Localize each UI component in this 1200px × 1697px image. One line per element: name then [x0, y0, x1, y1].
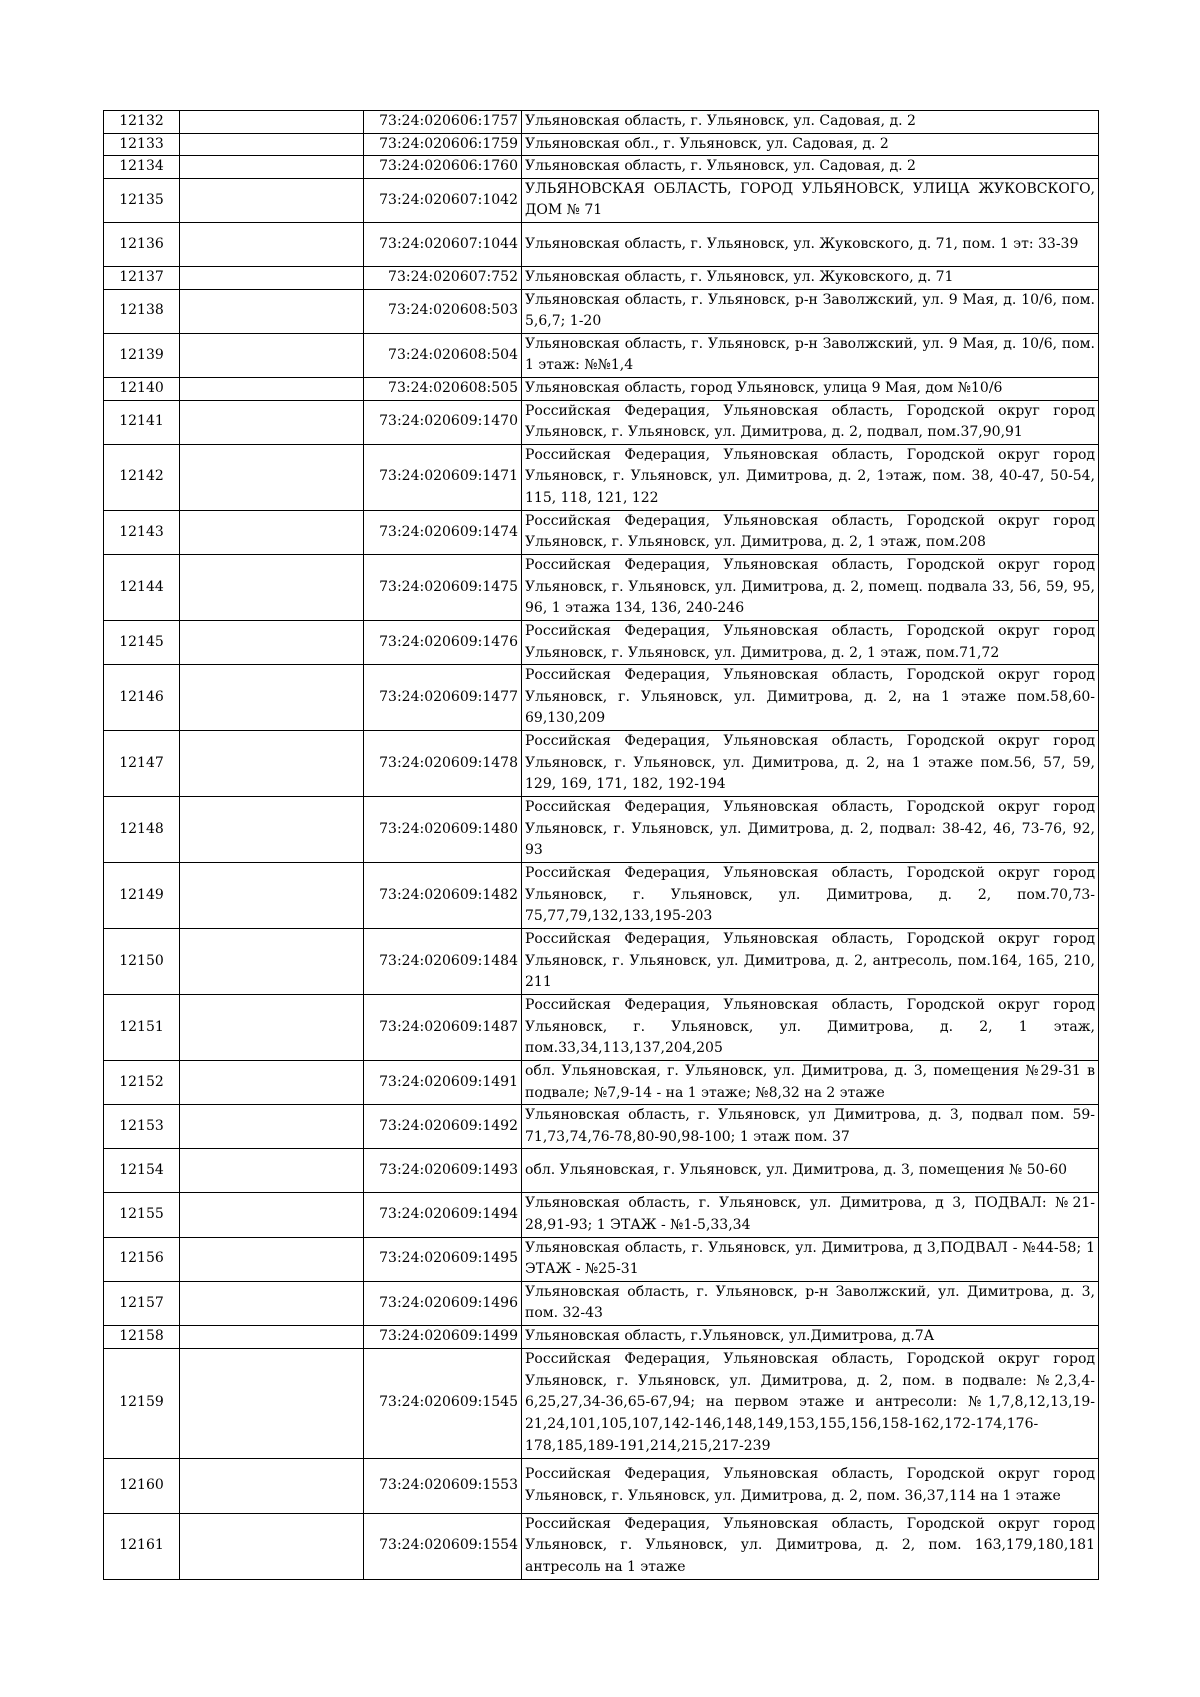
cadastral-number-cell: 73:24:020609:1496 — [364, 1281, 522, 1325]
empty-cell — [180, 1513, 364, 1579]
address-cell: Ульяновская область, г. Ульяновск, ул. Димитрова, д 3, ПОДВАЛ: №21-28,91-93; 1 ЭТАЖ - №1-5,33,34 — [522, 1193, 1099, 1237]
empty-cell — [180, 1348, 364, 1458]
cadastral-number-cell: 73:24:020609:1553 — [364, 1458, 522, 1513]
empty-cell — [180, 1193, 364, 1237]
row-number-cell: 12158 — [104, 1326, 180, 1349]
empty-cell — [180, 1149, 364, 1193]
empty-cell — [180, 289, 364, 333]
cadastral-number-cell: 73:24:020606:1760 — [364, 156, 522, 179]
cadastral-table — [103, 110, 1099, 1580]
row-number-cell: 12160 — [104, 1458, 180, 1513]
cadastral-number-cell: 73:24:020606:1759 — [364, 133, 522, 156]
row-number-cell: 12145 — [104, 620, 180, 664]
row-number-cell: 12135 — [104, 178, 180, 222]
table-row — [104, 1061, 1099, 1105]
empty-cell — [180, 620, 364, 664]
row-number-cell: 12140 — [104, 377, 180, 400]
cadastral-number-cell: 73:24:020609:1484 — [364, 929, 522, 995]
table-row — [104, 156, 1099, 179]
table-row — [104, 510, 1099, 554]
row-number-cell: 12151 — [104, 995, 180, 1061]
table-row — [104, 1326, 1099, 1349]
row-number-cell: 12146 — [104, 665, 180, 731]
cadastral-number-cell: 73:24:020609:1492 — [364, 1105, 522, 1149]
row-number-cell: 12136 — [104, 222, 180, 266]
row-number-cell: 12137 — [104, 266, 180, 289]
address-cell: Российская Федерация, Ульяновская область, Городской округ город Ульяновск, г. Ульяновск, ул. Димитрова, д. 2, на 1 этаже пом.56, 57, 59, 129, 169, 171, 182, 192-194 — [522, 731, 1099, 797]
empty-cell — [180, 929, 364, 995]
table-row — [104, 333, 1099, 377]
row-number-cell: 12161 — [104, 1513, 180, 1579]
cadastral-number-cell: 73:24:020609:1471 — [364, 444, 522, 510]
address-cell: Ульяновская область, г. Ульяновск, ул. Садовая, д. 2 — [522, 156, 1099, 179]
row-number-cell: 12159 — [104, 1348, 180, 1458]
cadastral-number-cell: 73:24:020609:1491 — [364, 1061, 522, 1105]
table-row — [104, 797, 1099, 863]
cadastral-number-cell: 73:24:020609:1495 — [364, 1237, 522, 1281]
row-number-cell: 12150 — [104, 929, 180, 995]
row-number-cell: 12133 — [104, 133, 180, 156]
table-row — [104, 133, 1099, 156]
cadastral-number-cell: 73:24:020609:1480 — [364, 797, 522, 863]
address-cell: обл. Ульяновская, г. Ульяновск, ул. Димитрова, д. 3, помещения №29-31 в подвале; №7,9-14 - на 1 этаже; №8,32 на 2 этаже — [522, 1061, 1099, 1105]
address-cell: Российская Федерация, Ульяновская область, Городской округ город Ульяновск, г. Ульяновск, ул. Димитрова, д. 2, подвал, пом.37,90,91 — [522, 400, 1099, 444]
table-row — [104, 377, 1099, 400]
cadastral-number-cell: 73:24:020609:1482 — [364, 863, 522, 929]
cadastral-number-cell: 73:24:020609:1494 — [364, 1193, 522, 1237]
table-row — [104, 289, 1099, 333]
table-row — [104, 1237, 1099, 1281]
address-cell: Ульяновская область, г. Ульяновск, ул Димитрова, д. 3, подвал пом. 59-71,73,74,76-78,80-90,98-100; 1 этаж пом. 37 — [522, 1105, 1099, 1149]
address-cell: Российская Федерация, Ульяновская область, Городской округ город Ульяновск, г. Ульяновск, ул. Димитрова, д. 2, пом. 163,179,180,181 антресоль на 1 этаже — [522, 1513, 1099, 1579]
empty-cell — [180, 797, 364, 863]
table-row — [104, 1149, 1099, 1193]
table-row — [104, 1105, 1099, 1149]
address-cell: Российская Федерация, Ульяновская область, Городской округ город Ульяновск, г. Ульяновск, ул. Димитрова, д. 2, 1 этаж, пом.208 — [522, 510, 1099, 554]
address-cell: Российская Федерация, Ульяновская область, Городской округ город Ульяновск, г. Ульяновск, ул. Димитрова, д. 2, пом. 36,37,114 на 1 этаже — [522, 1458, 1099, 1513]
cadastral-number-cell: 73:24:020609:1476 — [364, 620, 522, 664]
empty-cell — [180, 400, 364, 444]
address-cell: Российская Федерация, Ульяновская область, Городской округ город Ульяновск, г. Ульяновск, ул. Димитрова, д. 2, на 1 этаже пом.58,60-69,130,209 — [522, 665, 1099, 731]
row-number-cell: 12152 — [104, 1061, 180, 1105]
address-cell: Российская Федерация, Ульяновская область, Городской округ город Ульяновск, г. Ульяновск, ул. Димитрова, д. 2, 1этаж, пом. 38, 40-47, 50-54, 115, 118, 121, 122 — [522, 444, 1099, 510]
cadastral-number-cell: 73:24:020609:1470 — [364, 400, 522, 444]
cadastral-table-body — [104, 111, 1099, 1580]
row-number-cell: 12141 — [104, 400, 180, 444]
row-number-cell: 12139 — [104, 333, 180, 377]
address-cell: Ульяновская область, г. Ульяновск, ул. Жуковского, д. 71 — [522, 266, 1099, 289]
empty-cell — [180, 1105, 364, 1149]
row-number-cell: 12156 — [104, 1237, 180, 1281]
empty-cell — [180, 1061, 364, 1105]
empty-cell — [180, 1237, 364, 1281]
row-number-cell: 12153 — [104, 1105, 180, 1149]
empty-cell — [180, 133, 364, 156]
empty-cell — [180, 1458, 364, 1513]
table-row — [104, 620, 1099, 664]
empty-cell — [180, 222, 364, 266]
address-cell: Ульяновская область, г. Ульяновск, ул. Садовая, д. 2 — [522, 111, 1099, 134]
address-cell: Ульяновская область, г. Ульяновск, р-н Заволжский, ул. Димитрова, д. 3, пом. 32-43 — [522, 1281, 1099, 1325]
empty-cell — [180, 266, 364, 289]
row-number-cell: 12147 — [104, 731, 180, 797]
cadastral-number-cell: 73:24:020606:1757 — [364, 111, 522, 134]
row-number-cell: 12154 — [104, 1149, 180, 1193]
address-cell: Ульяновская область, г. Ульяновск, ул. Жуковского, д. 71, пом. 1 эт: 33-39 — [522, 222, 1099, 266]
cadastral-number-cell: 73:24:020608:504 — [364, 333, 522, 377]
empty-cell — [180, 156, 364, 179]
table-row — [104, 266, 1099, 289]
row-number-cell: 12149 — [104, 863, 180, 929]
address-cell: Российская Федерация, Ульяновская область, Городской округ город Ульяновск, г. Ульяновск, ул. Димитрова, д. 2, помещ. подвала 33, 56, 59, 95, 96, 1 этажа 134, 136, 240-246 — [522, 554, 1099, 620]
empty-cell — [180, 333, 364, 377]
cadastral-number-cell: 73:24:020609:1493 — [364, 1149, 522, 1193]
table-row — [104, 863, 1099, 929]
cadastral-number-cell: 73:24:020608:505 — [364, 377, 522, 400]
address-cell: Ульяновская область, г. Ульяновск, ул. Димитрова, д 3,ПОДВАЛ - №44-58; 1 ЭТАЖ - №25-31 — [522, 1237, 1099, 1281]
row-number-cell: 12148 — [104, 797, 180, 863]
row-number-cell: 12138 — [104, 289, 180, 333]
table-row — [104, 222, 1099, 266]
address-cell: Ульяновская область, г.Ульяновск, ул.Димитрова, д.7А — [522, 1326, 1099, 1349]
table-row — [104, 995, 1099, 1061]
address-cell: Российская Федерация, Ульяновская область, Городской округ город Ульяновск, г. Ульяновск, ул. Димитрова, д. 2, пом. в подвале: №2,3,4-6,25,27,34-36,65-67,94; на первом этаже и антресоли: №1,7,8,12,13,19-21,24,101,105,107,142-146,148,149,153,155,156,158-162,172-174,176-178,185,189-191,214,215,217-239 — [522, 1348, 1099, 1458]
table-row — [104, 1281, 1099, 1325]
address-cell: Ульяновская область, г. Ульяновск, р-н Заволжский, ул. 9 Мая, д. 10/6, пом. 1 этаж: №№1,4 — [522, 333, 1099, 377]
address-cell: Российская Федерация, Ульяновская область, Городской округ город Ульяновск, г. Ульяновск, ул. Димитрова, д. 2, пом.70,73-75,77,79,132,133,195-203 — [522, 863, 1099, 929]
cadastral-number-cell: 73:24:020609:1545 — [364, 1348, 522, 1458]
table-row — [104, 444, 1099, 510]
cadastral-number-cell: 73:24:020609:1474 — [364, 510, 522, 554]
table-row — [104, 178, 1099, 222]
cadastral-number-cell: 73:24:020609:1487 — [364, 995, 522, 1061]
empty-cell — [180, 1281, 364, 1325]
cadastral-number-cell: 73:24:020607:752 — [364, 266, 522, 289]
cadastral-number-cell: 73:24:020609:1477 — [364, 665, 522, 731]
empty-cell — [180, 377, 364, 400]
empty-cell — [180, 1326, 364, 1349]
empty-cell — [180, 665, 364, 731]
empty-cell — [180, 995, 364, 1061]
table-row — [104, 400, 1099, 444]
address-cell: УЛЬЯНОВСКАЯ ОБЛАСТЬ, ГОРОД УЛЬЯНОВСК, УЛИЦА ЖУКОВСКОГО, ДОМ № 71 — [522, 178, 1099, 222]
address-cell: Ульяновская область, город Ульяновск, улица 9 Мая, дом №10/6 — [522, 377, 1099, 400]
table-row — [104, 929, 1099, 995]
empty-cell — [180, 731, 364, 797]
address-cell: Российская Федерация, Ульяновская область, Городской округ город Ульяновск, г. Ульяновск, ул. Димитрова, д. 2, антресоль, пом.164, 165, 210, 211 — [522, 929, 1099, 995]
address-cell: Российская Федерация, Ульяновская область, Городской округ город Ульяновск, г. Ульяновск, ул. Димитрова, д. 2, 1 этаж, пом.33,34,113,137,204,205 — [522, 995, 1099, 1061]
cadastral-number-cell: 73:24:020609:1554 — [364, 1513, 522, 1579]
empty-cell — [180, 863, 364, 929]
address-cell: Ульяновская область, г. Ульяновск, р-н Заволжский, ул. 9 Мая, д. 10/6, пом. 5,6,7; 1-20 — [522, 289, 1099, 333]
row-number-cell: 12155 — [104, 1193, 180, 1237]
row-number-cell: 12142 — [104, 444, 180, 510]
empty-cell — [180, 554, 364, 620]
table-row — [104, 111, 1099, 134]
row-number-cell: 12143 — [104, 510, 180, 554]
table-row — [104, 554, 1099, 620]
table-row — [104, 665, 1099, 731]
table-row — [104, 1458, 1099, 1513]
table-row — [104, 1193, 1099, 1237]
table-row — [104, 731, 1099, 797]
empty-cell — [180, 111, 364, 134]
row-number-cell: 12132 — [104, 111, 180, 134]
cadastral-number-cell: 73:24:020609:1478 — [364, 731, 522, 797]
row-number-cell: 12144 — [104, 554, 180, 620]
address-cell: Российская Федерация, Ульяновская область, Городской округ город Ульяновск, г. Ульяновск, ул. Димитрова, д. 2, подвал: 38-42, 46, 73-76, 92, 93 — [522, 797, 1099, 863]
address-cell: Российская Федерация, Ульяновская область, Городской округ город Ульяновск, г. Ульяновск, ул. Димитрова, д. 2, 1 этаж, пом.71,72 — [522, 620, 1099, 664]
address-cell: обл. Ульяновская, г. Ульяновск, ул. Димитрова, д. 3, помещения № 50-60 — [522, 1149, 1099, 1193]
empty-cell — [180, 444, 364, 510]
cadastral-number-cell: 73:24:020608:503 — [364, 289, 522, 333]
empty-cell — [180, 178, 364, 222]
table-row — [104, 1513, 1099, 1579]
cadastral-number-cell: 73:24:020609:1499 — [364, 1326, 522, 1349]
empty-cell — [180, 510, 364, 554]
cadastral-number-cell: 73:24:020607:1044 — [364, 222, 522, 266]
row-number-cell: 12157 — [104, 1281, 180, 1325]
cadastral-number-cell: 73:24:020607:1042 — [364, 178, 522, 222]
cadastral-number-cell: 73:24:020609:1475 — [364, 554, 522, 620]
table-row — [104, 1348, 1099, 1458]
row-number-cell: 12134 — [104, 156, 180, 179]
address-cell: Ульяновская обл., г. Ульяновск, ул. Садовая, д. 2 — [522, 133, 1099, 156]
